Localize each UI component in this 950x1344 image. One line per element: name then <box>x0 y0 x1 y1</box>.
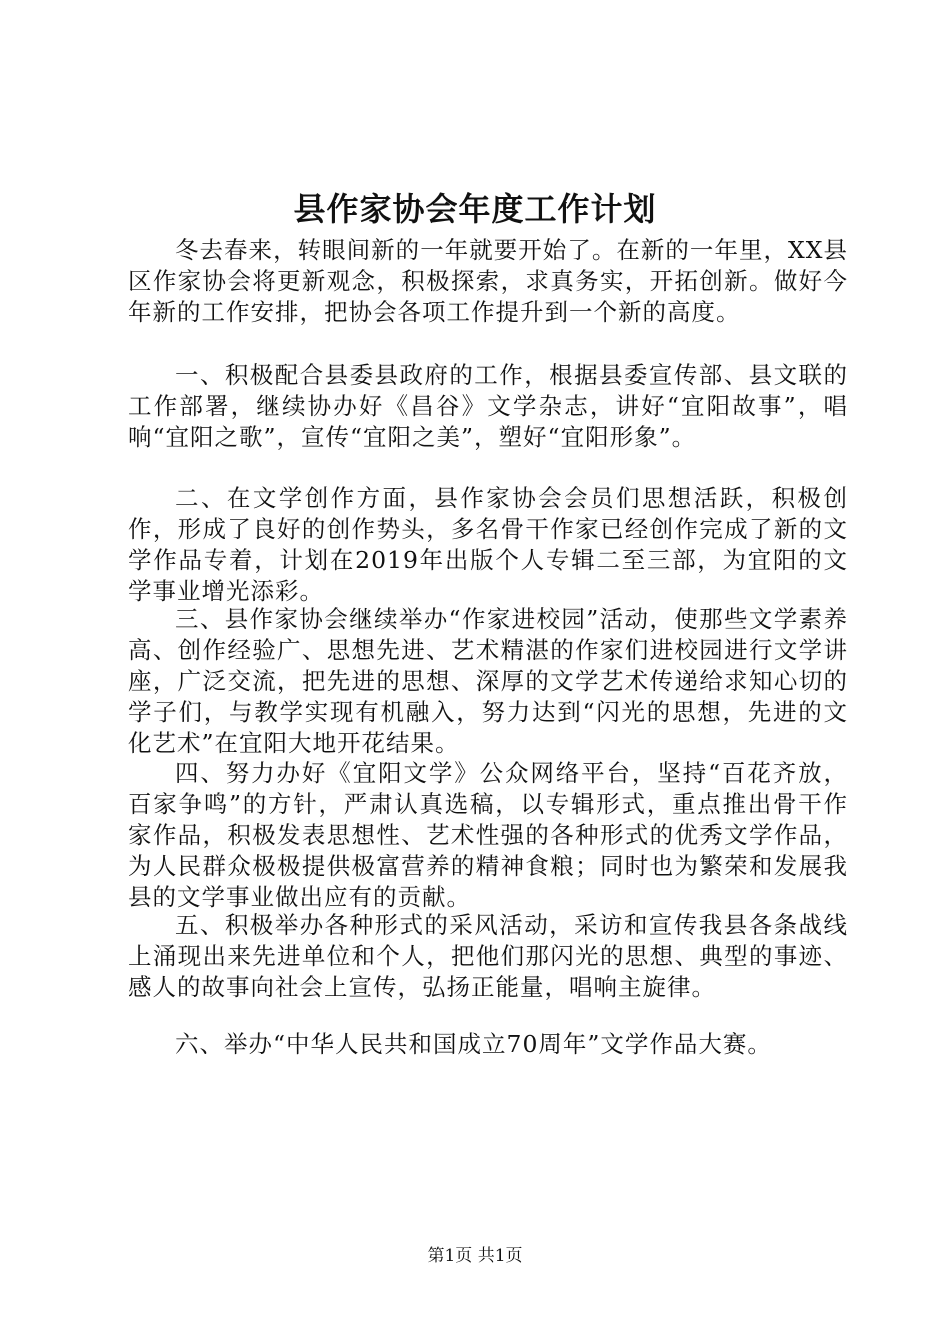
paragraph-item-5: 五、积极举办各种形式的采风活动，采访和宣传我县各条战线上涌现出来先进单位和个人，把他们那闪光的思想、典型的事迹、感人的故事向社会上宣传，弘扬正能量，唱响主旋律。 <box>128 911 848 1001</box>
paragraph-intro: 冬去春来，转眼间新的一年就要开始了。在新的一年里，XX县区作家协会将更新观念，积极探索，求真务实，开拓创新。做好今年新的工作安排，把协会各项工作提升到一个新的高度。 <box>128 236 848 326</box>
paragraph-item-2: 二、在文学创作方面，县作家协会会员们思想活跃，积极创作，形成了良好的创作势头，多名骨干作家已经创作完成了新的文学作品专着，计划在2019年出版个人专辑二至三部，为宜阳的文学事业增光添彩。 <box>128 484 848 605</box>
page-title: 县作家协会年度工作计划 <box>293 190 657 228</box>
paragraph-item-3: 三、县作家协会继续举办“作家进校园”活动，使那些文学素养高、创作经验广、思想先进、艺术精湛的作家们进校园进行文学讲座，广泛交流，把先进的思想、深厚的文学艺术传递给求知心切的学子们，与教学实现有机融入，努力达到“闪光的思想，先进的文化艺术”在宜阳大地开花结果。 <box>128 605 848 757</box>
paragraph-item-1: 一、积极配合县委县政府的工作，根据县委宣传部、县文联的工作部署，继续协办好《昌谷》文学杂志，讲好“宜阳故事”，唱响“宜阳之歌”，宣传“宜阳之美”，塑好“宜阳形象”。 <box>128 361 848 451</box>
paragraph-item-6: 六、举办“中华人民共和国成立70周年”文学作品大赛。 <box>175 1030 772 1058</box>
paragraph-item-4: 四、努力办好《宜阳文学》公众网络平台，坚持“百花齐放，百家争鸣”的方针，严肃认真选稿，以专辑形式，重点推出骨干作家作品，积极发表思想性、艺术性强的各种形式的优秀文学作品，为人民群众极极提供极富营养的精神食粮；同时也为繁荣和发展我县的文学事业做出应有的贡献。 <box>128 759 848 911</box>
page-footer: 第1页 共1页 <box>427 1246 523 1266</box>
